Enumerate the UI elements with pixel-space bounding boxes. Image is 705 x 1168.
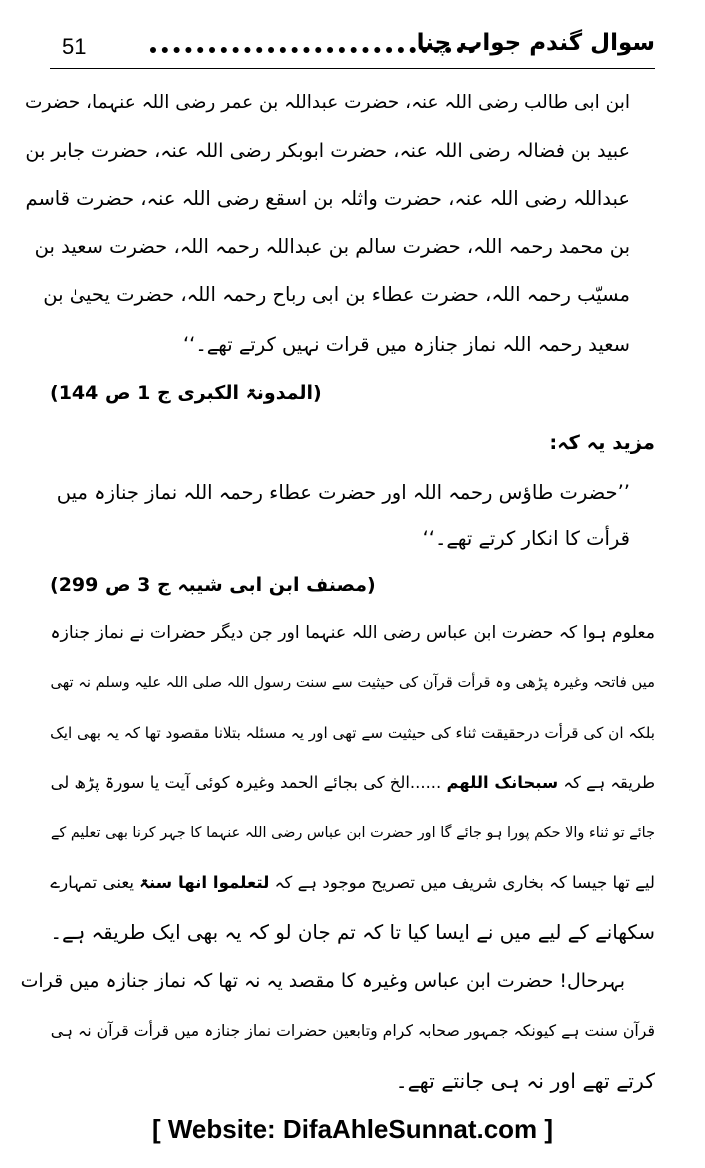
page-header (50, 28, 655, 72)
paragraph-line: بلکہ ان کی قرأت درحقیقت ثناء کی حیثیت سے تھی اور یہ مسئلہ بتلانا مقصود تھا کہ یہ بھی ایک (50, 724, 655, 742)
paragraph-line: سکھانے کے لیے میں نے ایسا کیا تا کہ تم جان لو کہ یہ بھی ایک طریقہ ہے۔ (50, 921, 655, 944)
reference-citation: (المدونۃ الکبری ج 1 ص 144) (50, 382, 322, 404)
paragraph-line (51, 768, 655, 798)
quote-line: قرأت کا انکار کرتے تھے۔‘‘ (422, 527, 630, 550)
paragraph-line (50, 868, 655, 898)
running-title: سوال گندم جواب چنا (416, 30, 655, 56)
paragraph-line: قرآن سنت ہے کیونکہ جمہور صحابہ کرام وتابعین حضرات نماز جنازہ میں قرأت قرآن نہ ہی (50, 1021, 655, 1040)
paragraph-line: جائے تو ثناء والا حکم پورا ہو جائے گا اور حضرت ابن عباس رضی اللہ عنہما کا جہر کرنا بھی تعلیم کے (50, 825, 655, 841)
paragraph-line: میں فاتحہ وغیرہ پڑھی وہ قرأت قرآن کی حیثیت سے سنت رسول اللہ صلی اللہ علیہ وسلم نہ تھی (50, 674, 655, 691)
paragraph-text: لیے تھا جیسا کہ بخاری شریف میں تصریح موجود ہے کہ (274, 873, 655, 892)
page-number: 51 (62, 34, 87, 59)
paragraph-line: کرتے تھے اور نہ ہی جانتے تھے۔ (395, 1069, 655, 1093)
website-footer: [ Website: DifaAhleSunnat.com ] (151, 1114, 554, 1144)
paragraph-line: بہرحال! حضرت ابن عباس وغیرہ کا مقصد یہ نہ تھا کہ نماز جنازہ میں قرات (20, 970, 625, 992)
quote-line: مسیّب رحمہ اللہ، حضرت عطاء بن ابی رباح رحمہ اللہ، حضرت یحییٰ بن (43, 283, 630, 306)
quote-line: ابن ابی طالب رضی اللہ عنہ، حضرت عبداللہ بن عمر رضی اللہ عنہما، حضرت (25, 92, 630, 113)
reference-citation: (مصنف ابن ابی شیبہ ج 3 ص 299) (50, 574, 376, 596)
paragraph-text: ......الخ کی بجائے الحمد وغیرہ کوئی آیت یا سورۃ پڑھ لی (50, 773, 442, 792)
arabic-phrase: لتعلموا انھا سنۃ (139, 873, 270, 892)
quote-line: عبید بن فضالہ رضی اللہ عنہ، حضرت ابوبکر رضی اللہ عنہ، حضرت جابر بن (25, 139, 630, 162)
header-rule (50, 68, 655, 69)
quote-line: ’’حضرت طاؤس رحمہ اللہ اور حضرت عطاء رحمہ اللہ نماز جنازہ میں (56, 481, 630, 504)
paragraph-text: طریقہ ہے کہ (563, 773, 655, 792)
quote-line: بن محمد رحمہ اللہ، حضرت سالم بن عبداللہ رحمہ اللہ، حضرت سعید بن (34, 235, 630, 258)
paragraph-line: معلوم ہوا کہ حضرت ابن عباس رضی اللہ عنہما اور جن دیگر حضرات نے نماز جنازہ (50, 623, 655, 643)
arabic-phrase: سبحانک اللھم (446, 773, 559, 792)
section-heading: مزید یہ کہ: (549, 431, 655, 454)
quote-line: عبداللہ رضی اللہ عنہ، حضرت واثلہ بن اسقع رضی اللہ عنہ، حضرت قاسم (25, 187, 630, 210)
paragraph-text: یعنی تمہارے (50, 873, 134, 892)
quote-line: سعید رحمہ اللہ نماز جنازہ میں قرات نہیں کرتے تھے۔‘‘ (182, 333, 630, 356)
